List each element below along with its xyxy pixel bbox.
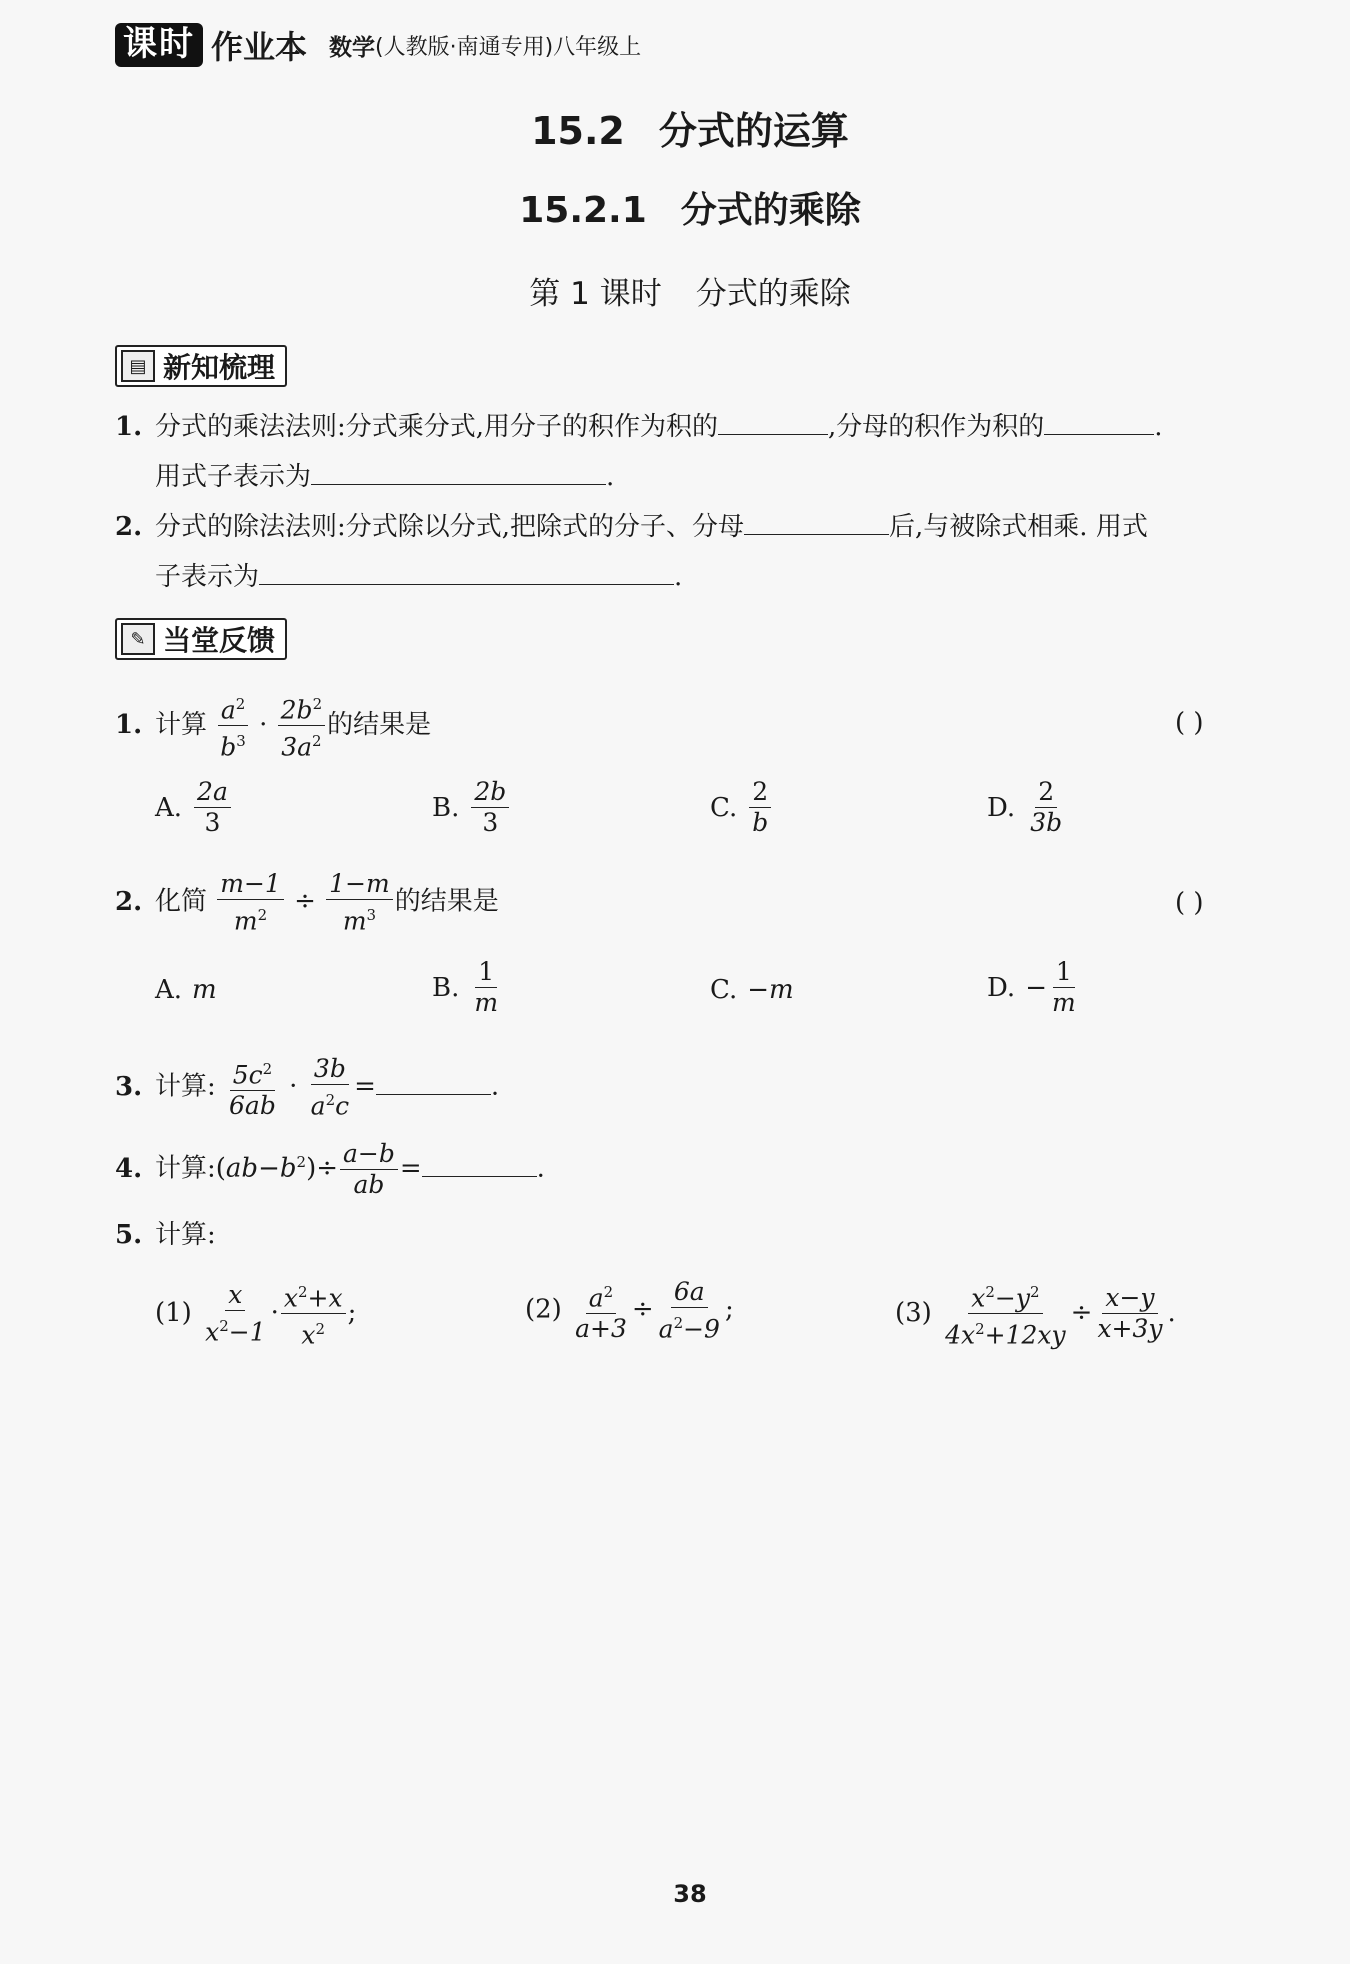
knowledge-text: 分式的乘法法则:分式乘分式,用分子的积作为积的 (155, 412, 719, 442)
page-header (115, 22, 641, 68)
pencil-icon: ✎ (121, 623, 155, 655)
question-3: 3. 计算: $\frac{5c^2}{6ab}$ · $\frac{3b}{a^2c}$ = . (115, 1054, 500, 1121)
option-label: D. (987, 792, 1016, 823)
subsection-number: 15.2.1 (519, 190, 647, 231)
option-label: C. (710, 792, 738, 823)
knowledge-item-1: 1. 分式的乘法法则:分式乘分式,用分子的积作为积的 ,分母的积作为积的 . (115, 408, 1163, 444)
option-label: B. (432, 792, 460, 823)
answer-blank[interactable] (422, 1150, 537, 1177)
answer-blank[interactable] (259, 558, 674, 585)
fraction: $\frac{x-y}{x+3y}$ (1097, 1283, 1163, 1344)
question-5-part-3: (3) $\frac{x^2-y^2}{4x^2+12xy}$ ÷ $\frac{x-y}{x+3y}$ . (895, 1278, 1176, 1350)
header-edition: (人教版·南通专用)八年级上 (375, 34, 642, 60)
logo-text: 作业本 (211, 28, 308, 66)
question-text: 计算: (155, 1220, 216, 1250)
subsection-name: 分式的乘除 (680, 190, 861, 231)
option-b[interactable]: B. $\frac{2b}{3}$ (432, 778, 511, 837)
answer-blank[interactable] (311, 458, 606, 485)
knowledge-item-2-line2: 子表示为 . (155, 558, 682, 594)
page-number: 38 (673, 1880, 707, 1908)
fraction: $\frac{5c^2}{6ab}$ (226, 1055, 279, 1120)
option-c[interactable]: C. $\frac{2}{b}$ (710, 778, 773, 837)
section-title (0, 100, 1350, 155)
option-a[interactable]: A. $\frac{2a}{3}$ (155, 778, 233, 837)
knowledge-item-1-line2: 用式子表示为 . (155, 458, 614, 494)
fraction: $\frac{x}{x^2-1}$ (205, 1280, 266, 1347)
fraction: $\frac{6a}{a^2-9}$ (658, 1277, 720, 1344)
logo: 课时 (115, 23, 203, 67)
question-text: 化简 (155, 886, 208, 917)
option-b[interactable]: B. $\frac{1}{m}$ (432, 957, 499, 1017)
fraction: $\frac{x^2-y^2}{4x^2+12xy}$ (942, 1278, 1069, 1350)
header-subject: 数学 (329, 34, 376, 61)
section-tag-feedback (115, 618, 287, 660)
answer-parentheses[interactable]: ( ) (1175, 888, 1204, 918)
section-name: 分式的运算 (658, 109, 849, 153)
knowledge-text: 后,与被除式相乘. 用式 (889, 512, 1148, 542)
section-tag-label: 新知梳理 (163, 351, 276, 384)
section-tag-label: 当堂反馈 (163, 624, 276, 657)
option-d[interactable]: D. $\frac{2}{3b}$ (987, 777, 1063, 837)
question-text: 的结果是 (394, 886, 499, 917)
question-text: 的结果是 (327, 709, 432, 740)
option-label: D. (987, 972, 1016, 1003)
question-text: 计算: (155, 1153, 216, 1184)
section-tag-new-knowledge (115, 345, 287, 387)
subsection-title (0, 182, 1350, 233)
answer-blank[interactable] (1044, 408, 1154, 435)
answer-parentheses[interactable]: ( ) (1175, 708, 1204, 738)
fraction: $\frac{a-b}{ab}$ (340, 1140, 398, 1199)
option-value: m (192, 975, 217, 1005)
knowledge-text: ,分母的积作为积的 (828, 412, 1045, 442)
option-value: −m (747, 975, 794, 1005)
fraction: $\frac{m-1}{m^2}$ (217, 870, 284, 935)
fraction: $\frac{2b^2}{3a^2}$ (278, 690, 325, 762)
option-label: C. (710, 975, 738, 1005)
knowledge-item-2: 2. 分式的除法法则:分式除以分式,把除式的分子、分母 后,与被除式相乘. 用式 (115, 508, 1148, 544)
option-d[interactable]: D. − $\frac{1}{m}$ (987, 957, 1076, 1017)
lesson-title (0, 268, 1350, 313)
fraction: $\frac{x^2+x}{x^2}$ (281, 1278, 346, 1350)
fraction: $\frac{1-m}{m^3}$ (326, 870, 393, 935)
question-text: 计算: (155, 1071, 216, 1102)
answer-blank[interactable] (718, 408, 828, 435)
option-label: A. (155, 792, 183, 823)
knowledge-text: 子表示为 (155, 562, 260, 592)
answer-blank[interactable] (744, 508, 889, 535)
fraction: $\frac{a^2}{a+3}$ (572, 1278, 630, 1343)
question-4: 4. 计算$:(ab-b^2)\div$ $\frac{a-b}{ab}$ = . (115, 1139, 545, 1199)
knowledge-text: 用式子表示为 (155, 462, 312, 492)
question-1: 1. 计算 $\frac{a^2}{b^3}$ · $\frac{2b^2}{3a^2}$ 的结果是 (115, 690, 431, 762)
fraction: $\frac{3b}{a^2c}$ (310, 1054, 350, 1121)
question-5: 5. 计算: (115, 1220, 216, 1250)
lesson-number: 第 1 课时 (529, 276, 662, 312)
option-label: B. (432, 972, 460, 1003)
book-icon: ▤ (121, 350, 155, 382)
question-2: 2. 化简 $\frac{m-1}{m^2}$ ÷ $\frac{1-m}{m^3}$ 的结果是 (115, 869, 499, 936)
knowledge-text: 分式的除法法则:分式除以分式,把除式的分子、分母 (155, 512, 745, 542)
section-number: 15.2 (531, 109, 625, 153)
answer-blank[interactable] (376, 1068, 491, 1095)
question-text: 计算 (155, 709, 208, 740)
option-c[interactable] (710, 973, 794, 1007)
question-5-part-1: (1) $\frac{x}{x^2-1}$ · $\frac{x^2+x}{x^2}$ ; (155, 1278, 356, 1350)
option-label: A. (155, 975, 183, 1005)
option-a[interactable] (155, 973, 217, 1007)
lesson-name: 分式的乘除 (695, 276, 851, 312)
fraction: $\frac{a^2}{b^3}$ (217, 690, 249, 762)
question-5-part-2: (2) $\frac{a^2}{a+3}$ ÷ $\frac{6a}{a^2-9}$ ; (525, 1277, 734, 1344)
